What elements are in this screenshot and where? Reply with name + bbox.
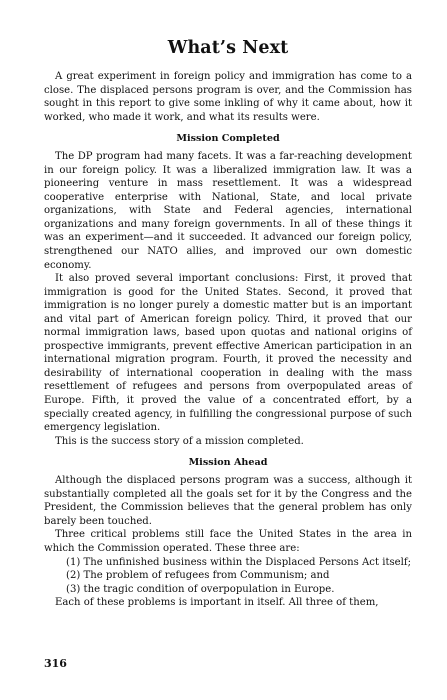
paragraph: This is the success story of a mission completed. [55,435,304,447]
intro-section [44,70,412,124]
page-number: 316 [44,657,67,670]
list-item: (3) the tragic condition of overpopulation in Europe. [66,583,335,595]
page-title: What’s Next [167,38,289,58]
page-content [44,38,412,610]
paragraph: It also proved several important conclusions: First, it proved that immigration is good for the United States. Second, it proved that immigration is no longer purely a domestic matter but is an important and vital part of American foreign policy. Third, it proved that our normal immigration laws, based upon quotas and national origins of prospective immigrants, prevent effective American participation in an international migration program. Fourth, it proved the necessity and desirability of international cooperation in dealing with the mass resettlement of refugees and persons from overpopulated areas of Europe. Fifth, it proved the value of a concentrated effort, by a specially created agency, in fulfilling the congressional purpose of such emergency legislation. [44,273,412,434]
section-heading-mission-completed: Mission Completed [176,133,280,145]
list-item: (2) The problem of refugees from Communism; and [66,570,330,582]
paragraph: The DP program had many facets. It was a far-reaching development in our foreign policy. It was a liberalized immigration law. It was a pioneering venture in mass resettlement. It was a widespread cooperative enterprise with National, State, and local private organizations, with State and Federal agencies, international organizations and many foreign governments. In all of these things it was an experiment—and it succeeded. It advanced our foreign policy, strengthened our NATO allies, and improved our own domestic economy. [44,151,412,271]
paragraph: Three critical problems still face the United States in the area in which the Commission operated. These three are: [44,529,412,554]
section-heading-mission-ahead: Mission Ahead [188,457,268,469]
paragraph: Each of these problems is important in itself. All three of them, [55,597,379,609]
intro-paragraph: A great experiment in foreign policy and immigration has come to a close. The displaced persons program is over, and the Commission has sought in this report to give some inkling of why it came about, how it worked, who made it work, and what its results were. [44,71,412,123]
section-mission-completed [44,133,412,448]
list-item: (1) The unfinished business within the Displaced Persons Act itself; [66,556,412,568]
paragraph: Although the displaced persons program was a success, although it substantially completed all the goals set for it by the Congress and the President, the Commission believes that the general problem has only barely been touched. [44,475,412,527]
section-mission-ahead [44,457,412,609]
